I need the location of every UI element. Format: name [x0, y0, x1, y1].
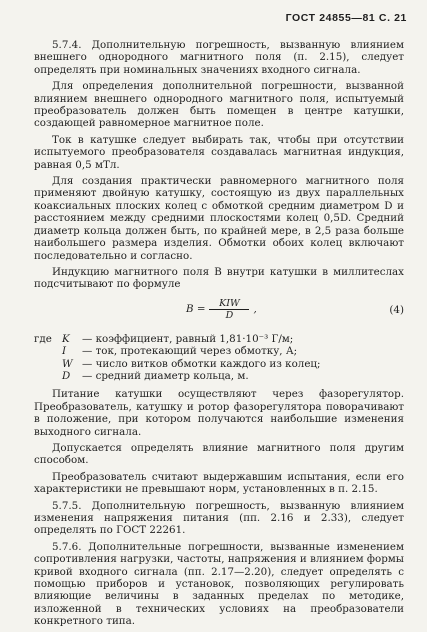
paragraph-induction-intro: Индукцию магнитного поля B внутри катушки в миллитеслах подсчитывают по формуле — [34, 265, 404, 291]
definition-item — [34, 358, 404, 370]
formula — [186, 298, 257, 321]
definition-text: — средний диаметр кольца, м. — [82, 369, 249, 382]
definition-lead — [34, 345, 62, 357]
definitions-list — [34, 333, 404, 383]
paragraph-5-7-4: 5.7.4. Дополнительную погрешность, вызванную влиянием внешнего однородного магнитного поля (п. 2.15), следует определять при номинальных значениях входного сигнала. — [34, 39, 404, 76]
paragraph-power-supply: Питание катушки осуществляют через фазорегулятор. Преобразователь, катушку и ротор фазорегулятора поворачивают в положение, при котором получаются наибольшие изменения выходного сигнала. — [34, 388, 404, 438]
paragraph-5-7-5: 5.7.5. Дополнительную погрешность, вызванную влиянием изменения напряжения питания (пп. 2.16 и 2.33), следует определять по ГОСТ 22261. — [34, 499, 404, 537]
paragraph-alternative-method: Допускается определять влияние магнитного поля другим способом. — [34, 441, 404, 467]
paragraph-placement: Для определения дополнительной погрешности, вызванной влиянием внешнего однородного магнитного поля, испытуемый преобразователь должен быть помещен в центре катушки, создающей равномерное магнитное поле. — [34, 80, 404, 130]
definition-text: — число витков обмотки каждого из колец; — [82, 357, 321, 370]
formula-denominator: D — [225, 309, 234, 321]
formula-lhs: B = — [186, 303, 206, 316]
definition-lead — [34, 370, 62, 382]
document-body — [34, 39, 404, 632]
definition-lead: где — [34, 332, 52, 345]
formula-number: (4) — [389, 303, 404, 316]
formula-numerator: KIW — [219, 297, 240, 309]
definition-text: — ток, протекающий через обмотку, А; — [82, 345, 298, 358]
formula-tail: , — [253, 303, 257, 316]
definition-item — [34, 333, 404, 345]
definition-symbol: K — [62, 332, 70, 345]
paragraph-double-coil: Для создания практически равномерного магнитного поля применяют двойную катушку, состоящую из двух параллельных коаксиальных плоских колец с обмоткой средним диаметром D и расстоянием между средними плоскостями колец 0,5D. Средний диаметр кольца должен быть, по крайней мере, в 2,5 раза больше наибольшего размера изделия. Обмотки обоих колец включают последовательно и согласно. — [34, 175, 404, 262]
definition-symbol: D — [62, 369, 71, 382]
definition-item — [34, 370, 404, 382]
paragraph-pass-criteria: Преобразователь считают выдержавшим испытания, если его характеристики не превышают норм, установленных в п. 2.15. — [34, 470, 404, 496]
paragraph-5-7-6: 5.7.6. Дополнительные погрешности, вызванные изменением сопротивления нагрузки, частоты, напряжения и влиянием формы кривой входного сигнала (пп. 2.17—2.20), следует определять с помощью приборов и установок, позволяющих регулировать влияющие величины в заданных пределах по методике, изложенной в технических условиях на преобразователи конкретного типа. — [34, 540, 404, 628]
page-header: ГОСТ 24855—81 С. 21 — [285, 12, 407, 24]
definition-symbol: I — [62, 345, 67, 358]
definition-symbol: W — [62, 357, 73, 370]
definition-lead — [34, 358, 62, 370]
formula-fraction — [209, 298, 249, 321]
definition-text: — коэффициент, равный 1,81·10⁻³ Г/м; — [82, 332, 294, 345]
paragraph-coil-current: Ток в катушке следует выбирать так, чтобы при отсутствии испытуемого преобразователя создавалась магнитная индукция, равная 0,5 мТл. — [34, 133, 404, 171]
formula-block — [34, 295, 404, 329]
definition-item — [34, 345, 404, 357]
